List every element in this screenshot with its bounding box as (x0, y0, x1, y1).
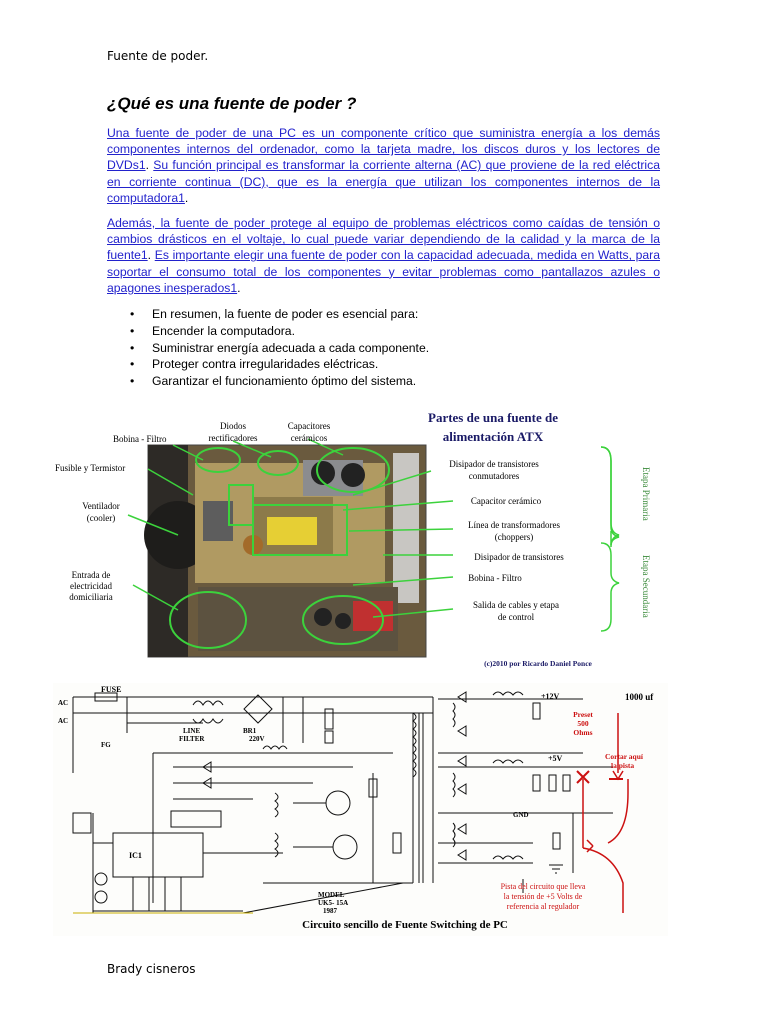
list-item: • Garantizar el funcionamiento óptimo del sistema. (130, 373, 429, 390)
summary-list (130, 306, 429, 390)
label-linea-2: (choppers) (494, 532, 534, 542)
label-220v: 220V (249, 735, 265, 743)
document-header: Fuente de poder. (107, 49, 209, 63)
label-capacitor: Capacitor cerámico (470, 496, 542, 506)
label-diodos-1: Diodos (219, 421, 247, 431)
atx-parts-svg (53, 405, 665, 675)
label-linea-1: Línea de transformadores (468, 520, 560, 530)
label-fuse: FUSE (101, 685, 122, 694)
label-pista-2: la tensión de +5 Volts de (503, 892, 583, 901)
label-disipador1-2: conmutadores (468, 471, 520, 481)
label-gnd: GND (513, 811, 529, 819)
list-item: • Encender la computadora. (130, 323, 429, 340)
label-model-3: 1987 (323, 907, 337, 915)
label-cortar-1: Cortar aquí (605, 752, 643, 761)
list-item: • Suministrar energía adecuada a cada componente. (130, 340, 429, 357)
label-preset-1: Preset (573, 710, 593, 719)
figure-credit: (c)2010 por Ricardo Daniel Ponce (484, 659, 592, 668)
atx-parts-figure (53, 405, 665, 675)
psu-photo (128, 439, 453, 657)
label-bobina-left: Bobina - Filtro (113, 434, 167, 444)
page-title: ¿Qué es una fuente de poder ? (107, 94, 357, 113)
label-diodos-2: rectificadores (208, 433, 258, 443)
figure-title-line1: Partes de una fuente de (428, 410, 558, 425)
label-entrada-1: Entrada de (71, 570, 111, 580)
paragraph-intro-link-1[interactable]: Una fuente de poder de una PC es un componente crítico que suministra energía a los demás componentes internos del ordenador, como la tarjeta madre, los discos duros y los lectores de DVDs1 (107, 126, 660, 173)
label-ac-2: AC (58, 717, 69, 725)
document-footer: Brady cisneros (107, 962, 196, 976)
paragraph-intro: Una fuente de poder de una PC es un componente crítico que suministra energía a los demás componentes internos del ordenador, como la tarjeta madre, los discos duros y los lectores de DVDs1. Su función principal es transformar la corriente alterna (AC) que proviene de la red eléctrica en corriente continua (DC), que es la energía que utilizan los componentes internos de la computadora1. (107, 126, 660, 205)
figure-title-line2: alimentación ATX (442, 429, 544, 444)
label-fusible: Fusible y Termistor (55, 463, 126, 473)
label-entrada-2: electricidad (70, 581, 112, 591)
label-line-filter-1: LINE (183, 727, 201, 735)
label-ic1: IC1 (129, 851, 142, 860)
paragraph-intro-link-2[interactable]: Su función principal es transformar la corriente alterna (AC) que proviene de la red eléctrica en corriente continua (DC), que es la energía que utilizan los componentes internos de la computadora1 (107, 158, 660, 205)
label-cortar-2: la pista (611, 761, 635, 770)
circuit-svg (53, 683, 668, 936)
label-salida-2: de control (497, 612, 535, 622)
label-fg: FG (101, 741, 111, 749)
label-5v: +5V (548, 754, 563, 763)
label-entrada-3: domiciliaria (69, 592, 113, 602)
label-pista-3: referencia al regulador (506, 902, 580, 911)
stage-primary-label: Etapa Primaria (641, 467, 651, 521)
label-capacitores-2: cerámicos (290, 433, 328, 443)
label-ventilador-2: (cooler) (86, 513, 116, 523)
label-1000uf: 1000 uf (625, 692, 654, 702)
label-br1: BR1 (243, 727, 257, 735)
label-pista-1: Pista del circuito que lleva (500, 882, 586, 891)
circuit-caption: Circuito sencillo de Fuente Switching de PC (302, 919, 508, 931)
stage-secondary-label: Etapa Secundaria (641, 555, 651, 618)
label-ventilador-1: Ventilador (82, 501, 120, 511)
label-12v: +12V (541, 692, 560, 701)
label-ac-1: AC (58, 699, 69, 707)
label-disipador1-1: Disipador de transistores (449, 459, 539, 469)
circuit-figure (53, 683, 668, 936)
label-model-2: UK5- 15A (318, 899, 349, 907)
label-bobina-right: Bobina - Filtro (468, 573, 522, 583)
list-item: • Proteger contra irregularidades eléctricas. (130, 356, 429, 373)
label-model-1: MODEL (318, 891, 345, 899)
paragraph-protection-link-2[interactable]: Es importante elegir una fuente de poder con la capacidad adecuada, medida en Watts, para soportar el consumo total de los componentes y evitar problemas como pantallazos azules o apagones inesperados1 (107, 248, 660, 295)
label-preset-3: Ohms (573, 728, 593, 737)
label-line-filter-2: FILTER (179, 735, 205, 743)
paragraph-protection-link-1[interactable]: Además, la fuente de poder protege al equipo de problemas eléctricos como caídas de tensión o cambios drásticos en el voltaje, lo cual puede variar dependiendo de la calidad y la marca de la fuente1 (107, 216, 660, 263)
label-disipador2: Disipador de transistores (474, 552, 564, 562)
label-capacitores-1: Capacitores (287, 421, 331, 431)
label-preset-2: 500 (577, 719, 589, 728)
paragraph-protection: Además, la fuente de poder protege al equipo de problemas eléctricos como caídas de tensión o cambios drásticos en el voltaje, lo cual puede variar dependiendo de la calidad y la marca de la fuente1. Es importante elegir una fuente de poder con la capacidad adecuada, medida en Watts, para soportar el consumo total de los componentes y evitar problemas como pantallazos azules o apagones inesperados1. (107, 216, 660, 295)
list-item: • En resumen, la fuente de poder es esencial para: (130, 306, 429, 323)
label-salida-1: Salida de cables y etapa (473, 600, 559, 610)
